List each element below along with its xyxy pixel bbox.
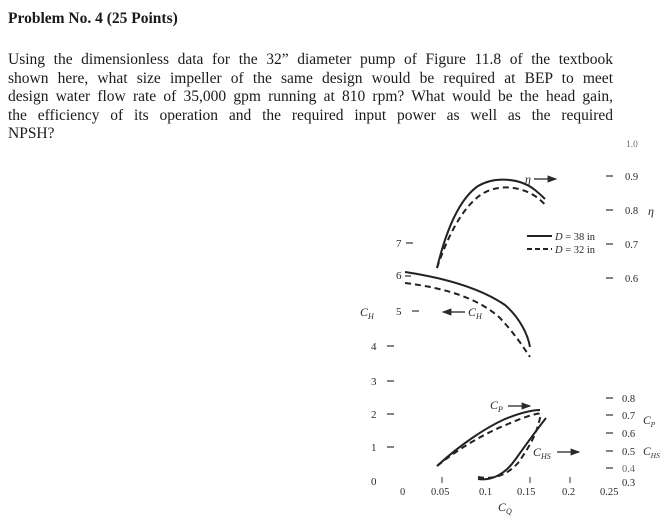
cp-tick-0.3: 0.3 xyxy=(622,478,636,489)
cp-tick-0.7: 0.7 xyxy=(622,411,636,422)
ch-tick-2: 2 xyxy=(371,409,377,421)
cp-curve-label: $C_P$ xyxy=(490,398,503,414)
right-axis-eta xyxy=(606,140,654,285)
ch-curves xyxy=(405,272,530,357)
legend-d38: D = 38 in xyxy=(555,232,596,243)
cq-axis-label: $C_Q$ xyxy=(498,500,512,516)
cq-tick-0.2: 0.2 xyxy=(562,487,576,498)
problem-line-1: Using the dimensionless data for the 32” diameter pump of Figure 11.8 of the textbook xyxy=(8,51,613,68)
cq-tick-0.15: 0.15 xyxy=(517,487,536,498)
cp-tick-0.6: 0.6 xyxy=(622,429,636,440)
cq-tick-0.1: 0.1 xyxy=(479,487,493,498)
cp-tick-0.8: 0.8 xyxy=(622,394,636,405)
eta-tick-0.9: 0.9 xyxy=(625,172,639,183)
problem-line-4: the efficiency of its operation and the required input power as well as the required xyxy=(8,106,613,124)
ch-tick-7: 7 xyxy=(396,238,402,250)
right-axis-cp-chs xyxy=(606,394,660,489)
x-axis-cq xyxy=(400,477,618,516)
cp-curves xyxy=(437,398,542,466)
ch-tick-3: 3 xyxy=(371,376,377,388)
cp-tick-0.4: 0.4 xyxy=(622,464,636,475)
eta-tick-0.8: 0.8 xyxy=(625,206,639,217)
ch-tick-4: 4 xyxy=(371,341,377,353)
cp-tick-0.5: 0.5 xyxy=(622,447,636,458)
cp-axis-label: $C_P$ xyxy=(643,415,656,429)
eta-tick-0.7: 0.7 xyxy=(625,240,639,251)
ch-tick-5: 5 xyxy=(396,306,402,318)
cq-tick-0: 0 xyxy=(400,487,406,498)
problem-title: Problem No. 4 (25 Points) xyxy=(8,10,178,27)
eta-tick-0.6: 0.6 xyxy=(625,274,639,285)
cq-tick-0.05: 0.05 xyxy=(431,487,450,498)
ch-axis-label: $C_H$ xyxy=(360,305,374,321)
problem-line-5: NPSH? xyxy=(8,125,55,142)
ch-tick-6: 6 xyxy=(396,270,402,282)
cq-tick-0.25: 0.25 xyxy=(600,487,619,498)
problem-line-3: design water flow rate of 35,000 gpm running at 810 rpm? What would be the head gain, xyxy=(8,88,613,105)
chs-curves xyxy=(478,413,579,479)
ch-tick-1: 1 xyxy=(371,442,377,454)
legend xyxy=(527,232,596,256)
problem-line-2: shown here, what size impeller of the same design would be required at BEP to meet xyxy=(8,69,613,87)
legend-d32: D = 32 in xyxy=(555,245,596,256)
eta-curve-label: η xyxy=(525,172,531,186)
ch-curve-label: $C_H$ xyxy=(468,305,482,321)
eta-curves xyxy=(437,172,556,268)
eta-axis-label: η xyxy=(648,204,654,218)
left-axis-ch xyxy=(360,238,419,488)
eta-tick-1.0: 1.0 xyxy=(626,140,638,150)
chs-curve-label: $C_{HS}$ xyxy=(533,445,551,461)
chs-axis-label: $C_{HS}$ xyxy=(643,446,660,460)
ch-tick-0: 0 xyxy=(371,476,377,488)
